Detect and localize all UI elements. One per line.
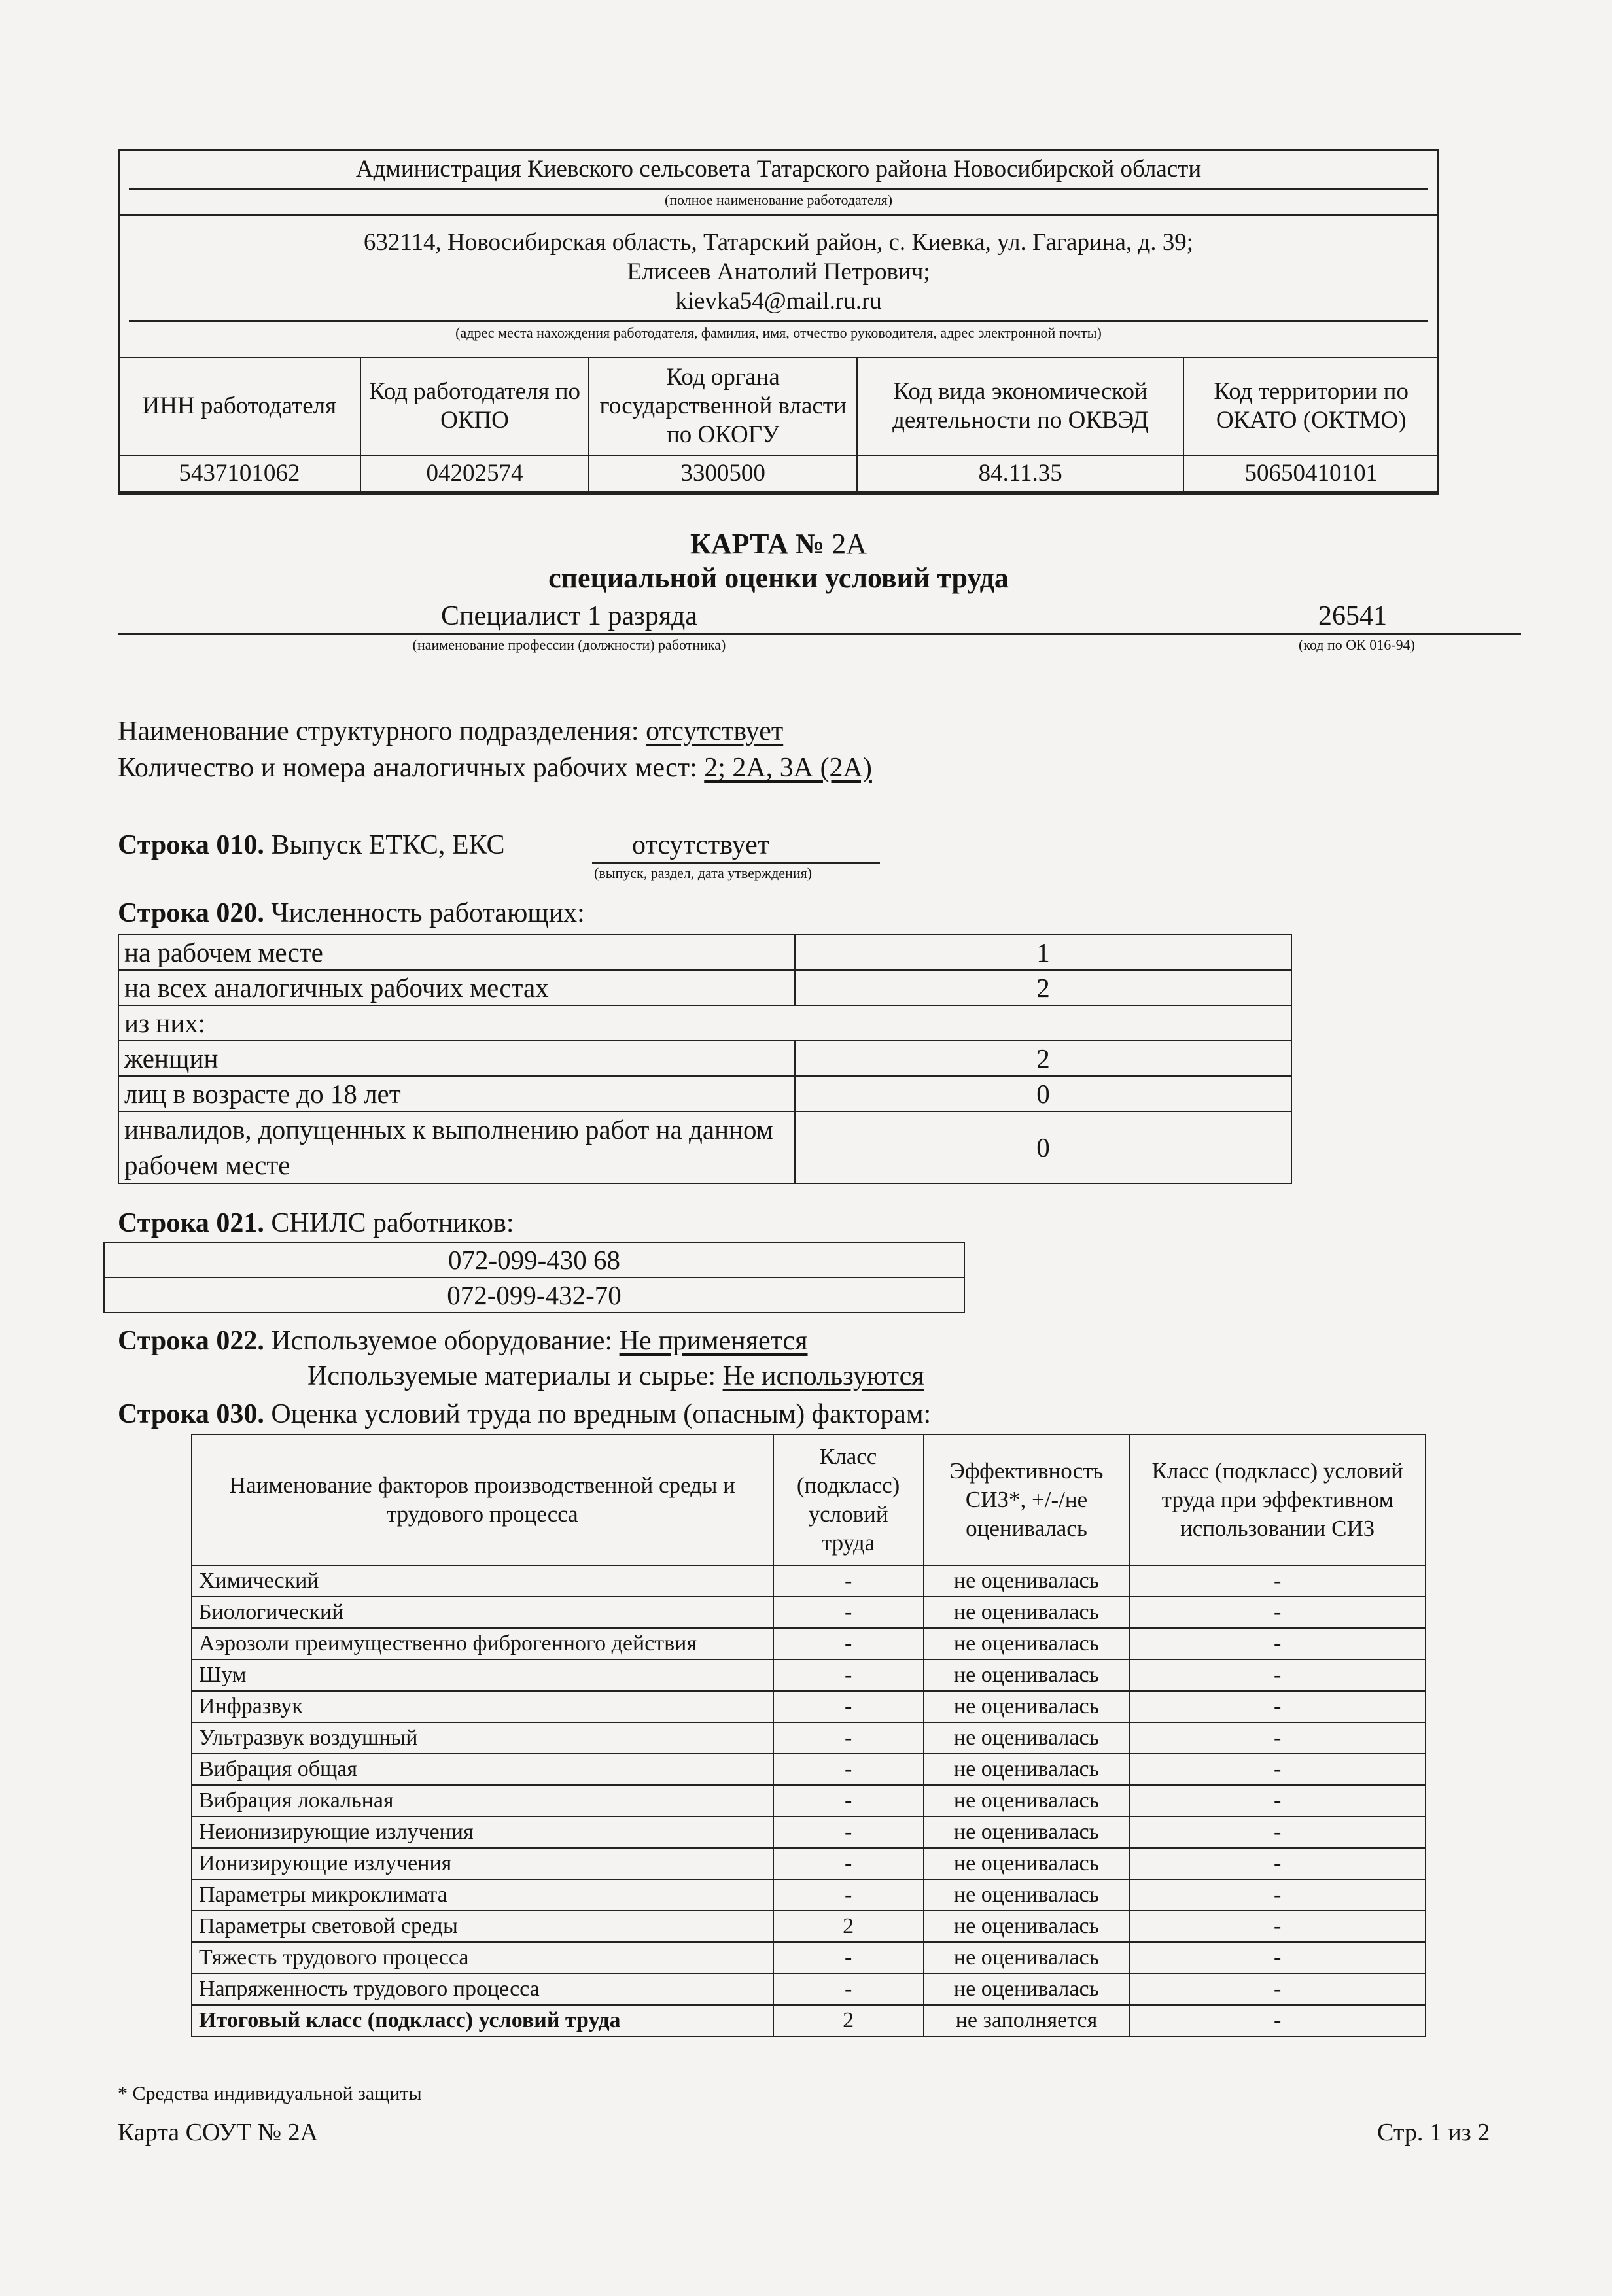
s030-factor-class: - (773, 1660, 924, 1691)
table-row (192, 1974, 1426, 2005)
s030-factor-name: Напряженность трудового процесса (192, 1974, 773, 2005)
s030-table (191, 1434, 1426, 2037)
s030-label: Строка 030. (118, 1399, 264, 1429)
s030-factor-name: Инфразвук (192, 1691, 773, 1722)
s030-factor-name: Параметры световой среды (192, 1911, 773, 1942)
s030-factor-class-siz: - (1129, 1691, 1426, 1722)
codes-header-okogu: Код органа государственной власти по ОКОГУ (589, 357, 857, 455)
division-line (118, 716, 783, 747)
s020-row-name: из них: (118, 1005, 1291, 1041)
table-row (118, 935, 1291, 970)
employer-name-caption: (полное наименование работодателя) (664, 192, 893, 208)
footer-card-label: Карта СОУТ № 2А (118, 2119, 319, 2146)
table-row (118, 1111, 1291, 1183)
s030-factor-class-siz: - (1129, 1911, 1426, 1942)
s030-factor-class: - (773, 1754, 924, 1785)
table-row (192, 1691, 1426, 1722)
table-row (192, 1879, 1426, 1911)
s030-header-class-siz: Класс (подкласс) условий труда при эффективном использовании СИЗ (1129, 1435, 1426, 1565)
s030-factor-class: - (773, 1942, 924, 1974)
card-number-label: КАРТА № (690, 528, 825, 560)
s030-factor-class: - (773, 1628, 924, 1660)
s020-text: Численность работающих: (271, 898, 585, 928)
s030-factor-class: 2 (773, 1911, 924, 1942)
s030-factor-efficiency: не оценивалась (924, 1691, 1130, 1722)
s020-row-name: женщин (118, 1041, 795, 1076)
table-row (118, 970, 1291, 1005)
s020-row-name: инвалидов, допущенных к выполнению работ на данном рабочем месте (118, 1111, 795, 1183)
s022-equipment-value: Не применяется (619, 1326, 808, 1356)
s030-factor-class: - (773, 1565, 924, 1597)
footnote: * Средства индивидуальной защиты (118, 2083, 422, 2104)
analog-line (118, 752, 872, 784)
s030-factor-class-siz: - (1129, 1974, 1426, 2005)
s021-text: СНИЛС работников: (271, 1208, 514, 1238)
table-row (118, 1005, 1291, 1041)
s010-label: Строка 010. (118, 830, 264, 860)
s030-factor-name: Вибрация локальная (192, 1785, 773, 1817)
s020-row-name: на рабочем месте (118, 935, 795, 970)
employer-block (118, 149, 1439, 495)
s030-factor-class-siz: - (1129, 1879, 1426, 1911)
analog-label: Количество и номера аналогичных рабочих мест: (118, 753, 697, 783)
s020-row-value: 1 (795, 935, 1291, 970)
s030-factor-class: - (773, 1691, 924, 1722)
s021-table (103, 1242, 965, 1313)
s030-factor-class: - (773, 1879, 924, 1911)
division-label: Наименование структурного подразделения: (118, 716, 639, 746)
table-row (118, 1076, 1291, 1111)
codes-value-okato: 50650410101 (1183, 455, 1439, 492)
s030-factor-class: - (773, 1848, 924, 1879)
codes-value-okogu: 3300500 (589, 455, 857, 492)
table-row (192, 1565, 1426, 1597)
s030-factor-class-siz: - (1129, 1754, 1426, 1785)
table-row (192, 1911, 1426, 1942)
employer-address: 632114, Новосибирская область, Татарский район, с. Киевка, ул. Гагарина, д. 39; (363, 229, 1194, 256)
codes-value-okved: 84.11.35 (857, 455, 1183, 492)
s030-header-class: Класс (подкласс) условий труда (773, 1435, 924, 1565)
s022-materials-line (307, 1361, 924, 1392)
s022-label: Строка 022. (118, 1326, 264, 1356)
codes-table (118, 357, 1439, 493)
s030-factor-class-siz: - (1129, 1817, 1426, 1848)
s030-factor-class-siz: - (1129, 1660, 1426, 1691)
s030-factor-efficiency: не оценивалась (924, 1974, 1130, 2005)
s022-equipment-line (118, 1325, 808, 1357)
employer-name: Администрация Киевского сельсовета Татарского района Новосибирской области (355, 156, 1202, 183)
s020-row-value: 2 (795, 1041, 1291, 1076)
s030-factor-name: Шум (192, 1660, 773, 1691)
s021-label: Строка 021. (118, 1208, 264, 1238)
s030-factor-name: Биологический (192, 1597, 773, 1628)
table-row (192, 1817, 1426, 1848)
snils-value: 072-099-432-70 (104, 1278, 964, 1313)
profession-underline (118, 633, 1521, 635)
s030-factor-class-siz: - (1129, 1785, 1426, 1817)
s030-total-class-siz: - (1129, 2005, 1426, 2036)
table-row (192, 1785, 1426, 1817)
s030-factor-name: Вибрация общая (192, 1754, 773, 1785)
s010-caption: (выпуск, раздел, дата утверждения) (594, 865, 813, 881)
table-row (104, 1278, 964, 1313)
s030-factor-name: Ультразвук воздушный (192, 1722, 773, 1754)
s030-header-row (192, 1435, 1426, 1565)
s022-materials-value: Не используются (722, 1361, 924, 1391)
s030-factor-efficiency: не оценивалась (924, 1848, 1130, 1879)
card-title (118, 527, 1439, 561)
s020-row-name: лиц в возрасте до 18 лет (118, 1076, 795, 1111)
s010-value: отсутствует (632, 830, 770, 860)
codes-header-okato: Код территории по ОКАТО (ОКТМО) (1183, 357, 1439, 455)
s020-row-value: 2 (795, 970, 1291, 1005)
employer-director: Елисеев Анатолий Петрович; (627, 258, 930, 285)
s021-line (118, 1208, 514, 1239)
table-row (192, 1754, 1426, 1785)
s030-header-efficiency: Эффективность СИЗ*, +/-/не оценивалась (924, 1435, 1130, 1565)
table-row (118, 1041, 1291, 1076)
s030-factor-class-siz: - (1129, 1942, 1426, 1974)
s030-line (118, 1399, 931, 1430)
s030-factor-efficiency: не оценивалась (924, 1565, 1130, 1597)
s030-total-class: 2 (773, 2005, 924, 2036)
s010-underline (592, 862, 880, 864)
s030-factor-efficiency: не оценивалась (924, 1879, 1130, 1911)
s030-factor-efficiency: не оценивалась (924, 1785, 1130, 1817)
s030-factor-name: Химический (192, 1565, 773, 1597)
s030-header-factor: Наименование факторов производственной среды и трудового процесса (192, 1435, 773, 1565)
s030-factor-efficiency: не оценивалась (924, 1911, 1130, 1942)
s022-equipment-label: Используемое оборудование: (271, 1326, 613, 1356)
codes-header-okpo: Код работодателя по ОКПО (360, 357, 589, 455)
s030-factor-efficiency: не оценивалась (924, 1942, 1130, 1974)
s030-total-efficiency: не заполняется (924, 2005, 1130, 2036)
s030-factor-name: Ионизирующие излучения (192, 1848, 773, 1879)
analog-value: 2; 2А, 3А (2А) (704, 753, 872, 783)
s030-factor-class-siz: - (1129, 1628, 1426, 1660)
s010-text: Выпуск ЕТКС, ЕКС (271, 830, 505, 860)
ok-code: 26541 (1318, 601, 1387, 631)
employer-address-caption: (адрес места нахождения работодателя, фамилия, имя, отчество руководителя, адрес электронной почты) (455, 324, 1102, 341)
profession: Специалист 1 разряда (440, 601, 698, 631)
s030-factor-efficiency: не оценивалась (924, 1754, 1130, 1785)
s030-factor-name: Параметры микроклимата (192, 1879, 773, 1911)
s030-factor-class: - (773, 1597, 924, 1628)
codes-value-inn: 5437101062 (118, 455, 360, 492)
s020-row-name: на всех аналогичных рабочих местах (118, 970, 795, 1005)
division-value: отсутствует (646, 716, 784, 746)
card-subtitle: специальной оценки условий труда (548, 562, 1009, 594)
codes-header-row (118, 357, 1439, 455)
table-row (192, 1597, 1426, 1628)
s030-factor-efficiency: не оценивалась (924, 1597, 1130, 1628)
profession-caption: (наименование профессии (должности) работника) (412, 636, 726, 653)
s030-factor-name: Тяжесть трудового процесса (192, 1942, 773, 1974)
s020-label: Строка 020. (118, 898, 264, 928)
footer-page-number: Стр. 1 из 2 (1377, 2119, 1490, 2146)
s020-row-value: 0 (795, 1076, 1291, 1111)
employer-email: kievka54@mail.ru.ru (675, 288, 882, 315)
s010-line (118, 829, 505, 861)
s030-factor-class: - (773, 1817, 924, 1848)
codes-header-okved: Код вида экономической деятельности по ОКВЭД (857, 357, 1183, 455)
ok-code-caption: (код по ОК 016-94) (1299, 636, 1415, 653)
table-row (192, 1660, 1426, 1691)
s030-factor-efficiency: не оценивалась (924, 1722, 1130, 1754)
codes-values-row (118, 455, 1439, 492)
table-row (192, 1942, 1426, 1974)
s030-factor-name: Неионизирующие излучения (192, 1817, 773, 1848)
snils-value: 072-099-430 68 (104, 1242, 964, 1278)
s030-factor-class-siz: - (1129, 1565, 1426, 1597)
s030-factor-class-siz: - (1129, 1722, 1426, 1754)
table-row (104, 1242, 964, 1278)
s030-factor-efficiency: не оценивалась (924, 1817, 1130, 1848)
s030-factor-efficiency: не оценивалась (924, 1628, 1130, 1660)
codes-value-okpo: 04202574 (360, 455, 589, 492)
s030-total-row (192, 2005, 1426, 2036)
table-row (192, 1628, 1426, 1660)
s030-text: Оценка условий труда по вредным (опасным) факторам: (271, 1399, 932, 1429)
card-number: 2А (832, 528, 867, 560)
s030-factor-efficiency: не оценивалась (924, 1660, 1130, 1691)
s030-factor-class: - (773, 1722, 924, 1754)
s030-factor-name: Аэрозоли преимущественно фиброгенного действия (192, 1628, 773, 1660)
s020-line (118, 897, 585, 929)
s020-table (118, 934, 1292, 1184)
s030-factor-class-siz: - (1129, 1848, 1426, 1879)
table-row (192, 1848, 1426, 1879)
s022-materials-label: Используемые материалы и сырье: (307, 1361, 716, 1391)
codes-header-inn: ИНН работодателя (118, 357, 360, 455)
s030-factor-class-siz: - (1129, 1597, 1426, 1628)
s030-total-name: Итоговый класс (подкласс) условий труда (192, 2005, 773, 2036)
s020-row-value: 0 (795, 1111, 1291, 1183)
s030-factor-class: - (773, 1785, 924, 1817)
table-row (192, 1722, 1426, 1754)
s030-factor-class: - (773, 1974, 924, 2005)
